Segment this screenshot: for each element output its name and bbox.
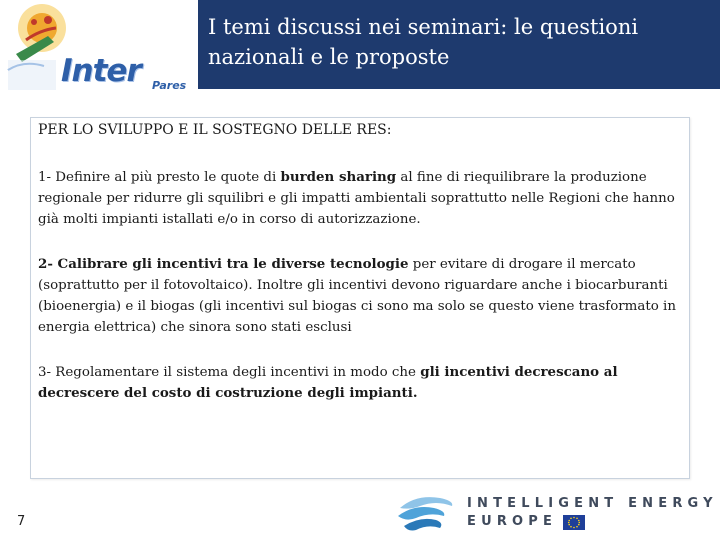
list-item — [38, 362, 678, 404]
list-item — [38, 254, 678, 338]
item-text: 3- Regolamentare il sistema degli incentivi in modo che — [38, 365, 421, 380]
intelligent-energy-swirl-icon — [396, 492, 458, 534]
item-number: 2- — [38, 256, 58, 272]
iee-title: INTELLIGENT ENERGY — [467, 496, 718, 511]
page-number: 7 — [17, 514, 26, 529]
item-text: 1- Definire al più presto le quote di — [38, 170, 281, 185]
interpares-logo — [4, 0, 198, 92]
logo-wordmark: Inter — [61, 53, 141, 89]
item-highlight: Calibrare gli incentivi tra le diverse tecnologie — [57, 256, 409, 272]
iee-subtitle: EUROPE — [467, 514, 558, 529]
list-item — [38, 167, 678, 230]
logo-subtext: Pares — [152, 79, 187, 92]
item-highlight: burden sharing — [280, 169, 397, 185]
item-text: per evitare di drogare il mercato (soprattutto per il fotovoltaico). Inoltre gli incentivi devono riguardare anche i biocarburanti (bioenergia) e il biogas (gli incentivi sul biogas ci sono ma solo se questo viene trasformato in energia elettrica) che sinora sono stati esclusi — [38, 257, 676, 335]
item-text: al fine di riequilibrare la produzione regionale per ridurre gli squilibri e gli impatti ambientali soprattutto nelle Regioni che hanno già molti impianti istallati e/o in corso di autorizzazione. — [38, 170, 675, 227]
slide-title: I temi discussi nei seminari: le questioni nazionali e le proposte — [208, 15, 639, 69]
eu-flag-icon — [563, 515, 585, 530]
section-heading: PER LO SVILUPPO E IL SOSTEGNO DELLE RES: — [38, 122, 392, 138]
item-highlight: gli incentivi decrescano al decrescere del costo di costruzione degli impianti. — [38, 364, 618, 401]
